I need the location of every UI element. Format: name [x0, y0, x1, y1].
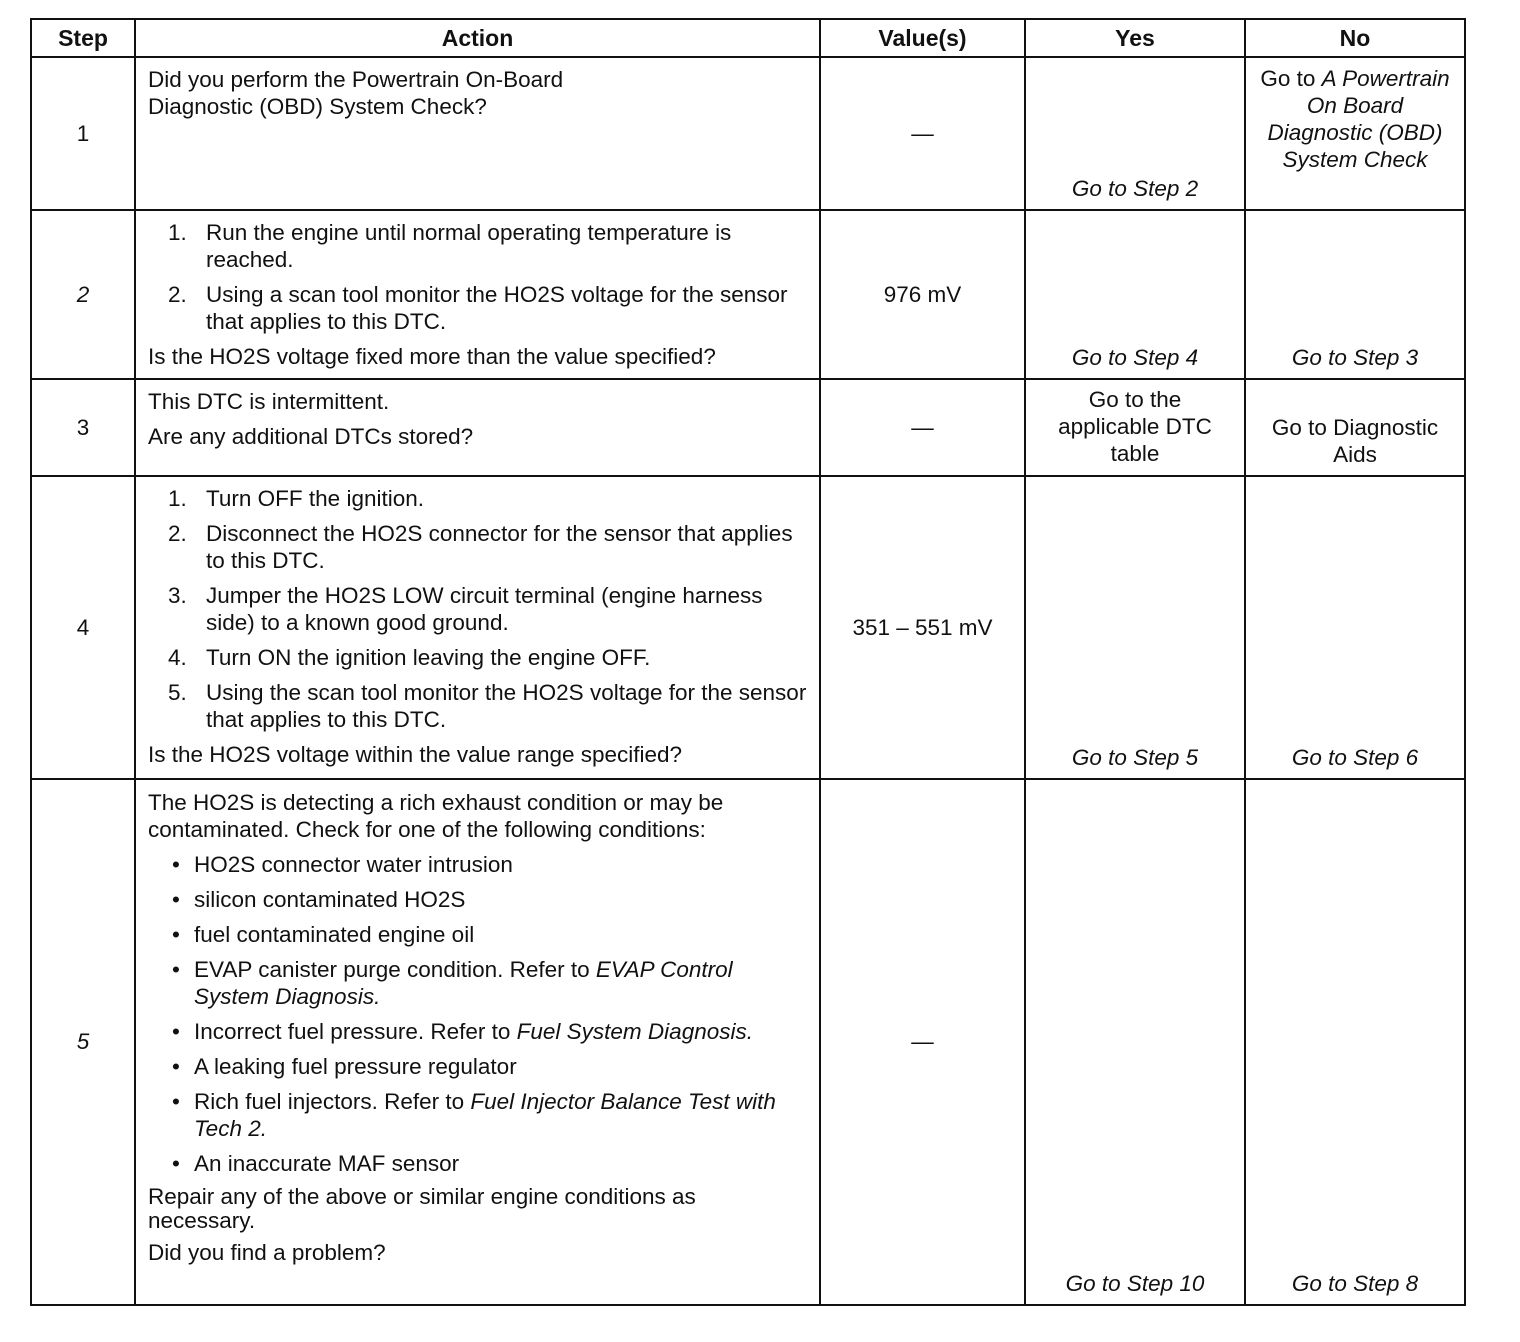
step-number: 4	[76, 614, 90, 640]
table-row-step-1	[31, 57, 1465, 210]
list-item: 3. Jumper the HO2S LOW circuit terminal (engine harness side) to a known good ground.	[168, 583, 763, 635]
list-item: 2. Using a scan tool monitor the HO2S voltage for the sensor that applies to this DTC.	[168, 282, 788, 334]
no-cell	[1246, 780, 1464, 1303]
yes-cell	[1026, 780, 1244, 1303]
header-action: Action	[135, 19, 820, 57]
action-question: Did you perform the Powertrain On-Board Diagnostic (OBD) System Check?	[148, 67, 564, 119]
yes-link[interactable]: Go to Step 2	[1071, 176, 1199, 201]
action-question: Is the HO2S voltage fixed more than the value specified?	[148, 344, 716, 369]
no-cell[interactable]	[1246, 58, 1464, 208]
header-yes: Yes	[1025, 19, 1245, 57]
list-item: • Incorrect fuel pressure. Refer to Fuel System Diagnosis.	[172, 1019, 753, 1044]
value-cell: —	[911, 1029, 934, 1054]
reference-link[interactable]: Fuel Injector Balance Test with Tech 2.	[194, 1089, 776, 1141]
list-item: 1. Turn OFF the ignition.	[168, 486, 425, 511]
reference-link[interactable]: Fuel System Diagnosis.	[516, 1019, 753, 1044]
step-number: 2	[76, 281, 90, 307]
step-number: 3	[76, 414, 90, 440]
list-item: 5. Using the scan tool monitor the HO2S voltage for the sensor that applies to this DTC.	[168, 680, 807, 732]
no-cell	[1246, 211, 1464, 377]
yes-cell	[1026, 477, 1244, 777]
header-row	[31, 19, 1465, 57]
list-item: • fuel contaminated engine oil	[172, 922, 475, 947]
header-value: Value(s)	[820, 19, 1025, 57]
value-cell: —	[911, 414, 934, 440]
action-cell	[136, 58, 819, 208]
action-steps	[148, 485, 809, 733]
no-link[interactable]: Go to Step 8	[1291, 1271, 1419, 1296]
no-cell	[1246, 477, 1464, 777]
yes-cell	[1026, 58, 1244, 208]
step-number: 5	[76, 1029, 90, 1054]
list-item: • HO2S connector water intrusion	[172, 852, 513, 877]
table-row-step-5	[31, 779, 1465, 1305]
list-item: • silicon contaminated HO2S	[172, 887, 466, 912]
table-row-step-4	[31, 476, 1465, 779]
value-cell: 351 – 551 mV	[852, 614, 993, 640]
action-question: Is the HO2S voltage within the value range specified?	[148, 742, 683, 767]
no-prefix: Go to	[1260, 66, 1322, 91]
diagnostic-table	[30, 18, 1466, 1306]
list-item: 4. Turn ON the ignition leaving the engine OFF.	[168, 645, 651, 670]
no-link[interactable]: Go to Step 3	[1291, 345, 1419, 370]
list-item: 2. Disconnect the HO2S connector for the sensor that applies to this DTC.	[168, 521, 793, 573]
header-no: No	[1245, 19, 1465, 57]
value-cell: —	[911, 120, 934, 146]
yes-link[interactable]: Go to Step 5	[1071, 745, 1199, 770]
action-repair: Repair any of the above or similar engine conditions as necessary.	[148, 1184, 696, 1233]
list-item: • A leaking fuel pressure regulator	[172, 1054, 517, 1079]
step-number: 1	[76, 120, 90, 146]
action-intro: This DTC is intermittent.	[148, 389, 390, 414]
reference-link[interactable]: EVAP Control System Diagnosis.	[194, 957, 733, 1009]
table-row-step-2	[31, 210, 1465, 379]
action-cell	[136, 780, 819, 1303]
no-link[interactable]: Go to Step 6	[1291, 745, 1419, 770]
action-question: Are any additional DTCs stored?	[148, 424, 474, 449]
condition-list	[148, 851, 809, 1177]
list-item: • EVAP canister purge condition. Refer to EVAP Control System Diagnosis.	[172, 957, 733, 1009]
action-cell	[136, 211, 819, 377]
list-item: • An inaccurate MAF sensor	[172, 1151, 460, 1176]
yes-cell	[1026, 211, 1244, 377]
no-link[interactable]: Go to Diagnostic Aids	[1271, 415, 1439, 467]
header-step: Step	[31, 19, 135, 57]
list-item: • Rich fuel injectors. Refer to Fuel Injector Balance Test with Tech 2.	[172, 1089, 776, 1141]
action-cell	[136, 380, 819, 474]
no-link[interactable]: A Powertrain On Board Diagnostic (OBD) System Check	[1267, 66, 1450, 172]
list-item: 1. Run the engine until normal operating temperature is reached.	[168, 220, 732, 272]
action-question: Did you find a problem?	[148, 1240, 386, 1265]
yes-link[interactable]: Go to Step 10	[1065, 1271, 1205, 1296]
action-cell	[136, 477, 819, 777]
yes-link[interactable]: Go to the applicable DTC table	[1058, 387, 1212, 466]
value-cell: 976 mV	[883, 281, 962, 307]
yes-link[interactable]: Go to Step 4	[1071, 345, 1199, 370]
action-intro: The HO2S is detecting a rich exhaust condition or may be contaminated. Check for one of the following conditions:	[148, 790, 724, 842]
table-row-step-3	[31, 379, 1465, 476]
action-steps	[148, 219, 809, 335]
